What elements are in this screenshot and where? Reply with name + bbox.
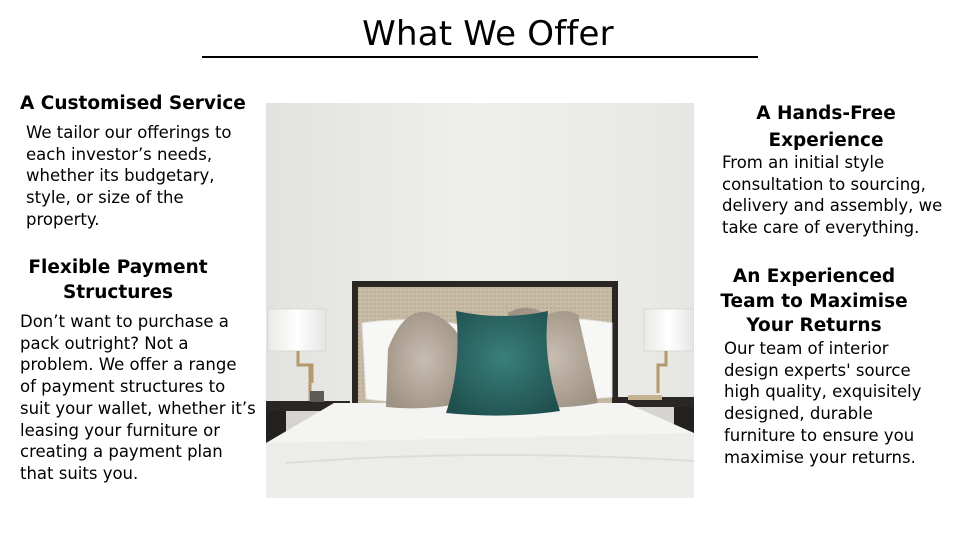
section-heading-hands-free: A Hands-Free Experience [756, 103, 896, 151]
section-heading-customised-service: A Customised Service [20, 93, 246, 114]
section-body-flexible-payment: Don’t want to purchase a pack outright? Not a problem. We offer a range of payment structures to suit your wallet, whether it’s leasing your furniture or creating a payment plan that suits you. [20, 312, 256, 483]
page-title: What We Offer [362, 14, 614, 54]
teal-cushion [446, 311, 560, 416]
section-body-experienced-team: Our team of interior design experts' source high quality, exquisitely designed, durable furniture to ensure you maximise your returns. [724, 339, 922, 467]
section-heading-experienced-team: An Experienced Team to Maximise Your Returns [720, 266, 908, 336]
section-body-customised-service: We tailor our offerings to each investor’s needs, whether its budgetary, style, or size of the property. [26, 123, 232, 229]
section-body-hands-free: From an initial style consultation to sourcing, delivery and assembly, we take care of everything. [722, 153, 943, 238]
bed [266, 403, 694, 498]
section-heading-flexible-payment: Flexible Payment Structures [28, 257, 208, 303]
title-underline [202, 56, 758, 58]
bedroom-photo [266, 103, 694, 498]
